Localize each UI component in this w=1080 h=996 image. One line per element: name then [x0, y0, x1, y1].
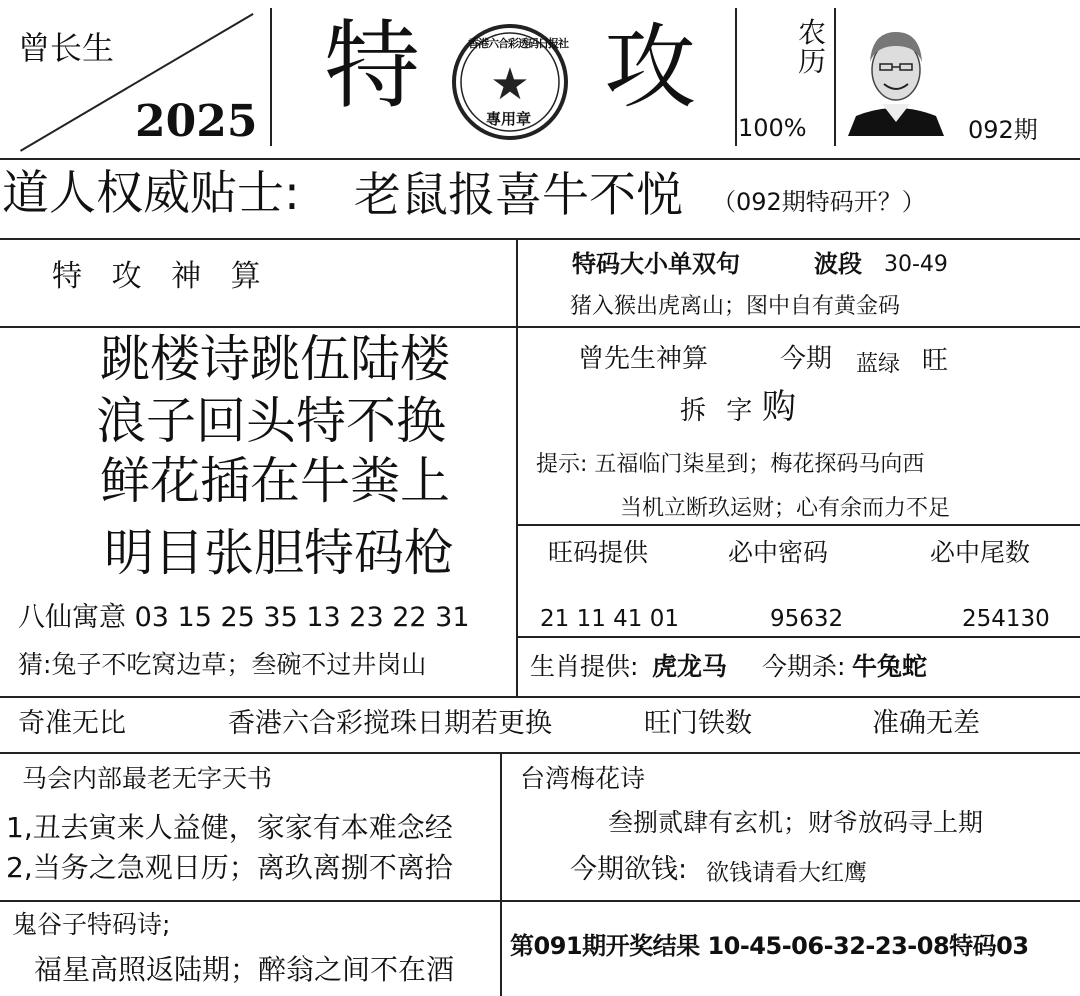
strip-top-rule: [0, 696, 1080, 698]
poem-line-3: 鲜花插在牛粪上: [100, 452, 450, 510]
row1-band-value: 30-49: [884, 252, 948, 277]
header-divider-3: [834, 8, 836, 146]
tip-line-2: 当机立断玖运财；心有余而力不足: [620, 496, 951, 521]
zodiac-label: 生肖提供:: [530, 652, 639, 681]
seal-text: 香港六合彩透码日报社: [468, 37, 568, 50]
poem-line-1: 跳楼诗跳伍陆楼: [100, 330, 450, 388]
header-divider-2: [735, 8, 737, 146]
percent: 100%: [738, 114, 807, 142]
left-box-title: 特 攻 神 算: [52, 259, 271, 294]
bottom-divider: [500, 752, 502, 996]
bottom-left-line-2: 2,当务之急观日历；离玖离捌不离拾: [6, 851, 453, 884]
col-val-2: 95632: [770, 606, 844, 632]
chaizi-value: 购: [762, 387, 796, 427]
col-head-3: 必中尾数: [930, 538, 1031, 567]
lunar-label: 农历: [798, 16, 827, 79]
want-value: 欲钱请看大红鹰: [706, 860, 867, 886]
poem-line-4: 明目张胆特码枪: [104, 524, 454, 582]
banner-phrase: 老鼠报喜牛不悦: [354, 168, 683, 223]
bottom-right-line-1: 叁捌贰肆有玄机；财爷放码寻上期: [608, 808, 984, 837]
bottom-left-line-3: 福星高照返陆期；醉翁之间不在酒: [34, 953, 455, 986]
row1-band-label: 波段: [814, 250, 862, 278]
portrait-photo: [846, 18, 946, 136]
left-title-rule: [0, 326, 516, 328]
row1-hint: 猪入猴出虎离山；图中自有黄金码: [570, 294, 901, 319]
title-left: 特: [324, 10, 420, 122]
zodiac-value: 虎龙马: [652, 652, 728, 681]
strip-item-3: 旺门铁数: [644, 708, 752, 739]
svg-text:★: ★: [490, 59, 530, 110]
guess-line: 猜:兔子不吃窝边草；叁碗不过井岗山: [18, 650, 427, 679]
bottom-left-title-2: 鬼谷子特码诗;: [12, 910, 171, 939]
issue-number: 092期: [968, 116, 1038, 144]
bottom-right-title: 台湾梅花诗: [520, 764, 646, 793]
kill-value: 牛兔蛇: [852, 652, 928, 681]
col-head-1: 旺码提供: [548, 538, 649, 567]
bottom-right-rule: [500, 900, 1080, 902]
bottom-left-title-1: 马会内部最老无字天书: [22, 764, 273, 793]
banner-main: 道人权威贴士:: [2, 166, 300, 221]
header-bottom-rule: [0, 158, 1080, 160]
tip-line-1: 提示: 五福临门柒星到；梅花探码马向西: [536, 452, 925, 477]
bottom-left-rule: [0, 900, 500, 902]
row1-label: 特码大小单双句: [572, 250, 740, 278]
year: 2025: [135, 96, 258, 147]
header-divider-1: [270, 8, 272, 146]
today-wang: 旺: [922, 346, 949, 376]
baxian-line: 八仙寓意 03 15 25 35 13 23 22 31: [18, 602, 470, 633]
strip-item-1: 奇准无比: [18, 708, 126, 739]
banner-bottom-rule: [0, 238, 1080, 240]
bottom-left-line-1: 1,丑去寅来人益健，家家有本难念经: [6, 811, 453, 844]
banner-note: （092期特码开？）: [712, 188, 926, 216]
kill-label: 今期杀:: [762, 652, 846, 681]
want-label: 今期欲钱:: [570, 854, 688, 885]
strip-bottom-rule: [0, 752, 1080, 754]
today-colors: 蓝绿: [856, 352, 901, 377]
col-val-3: 254130: [962, 606, 1050, 632]
strip-item-4: 准确无差: [872, 708, 980, 739]
seal-stamp: [450, 22, 570, 142]
right-rule-2: [516, 524, 1080, 526]
draw-result: 第091期开奖结果 10-45-06-32-23-08特码03: [510, 932, 1029, 960]
col-val-1: 21 11 41 01: [540, 606, 679, 632]
seal-bottom: 專用章: [486, 110, 532, 128]
title-right: 攻: [604, 14, 697, 121]
right-rule-1: [516, 326, 1080, 328]
chaizi-label: 拆 字: [680, 396, 759, 426]
col-head-2: 必中密码: [728, 538, 829, 567]
today-label: 今期: [780, 344, 833, 374]
author-name: 曾长生: [18, 29, 115, 67]
middle-divider: [516, 238, 518, 696]
poem-line-2: 浪子回头特不换: [96, 392, 446, 450]
strip-item-2: 香港六合彩搅珠日期若更换: [228, 708, 552, 739]
right-rule-3: [516, 636, 1080, 638]
zeng-label: 曾先生神算: [578, 344, 709, 374]
